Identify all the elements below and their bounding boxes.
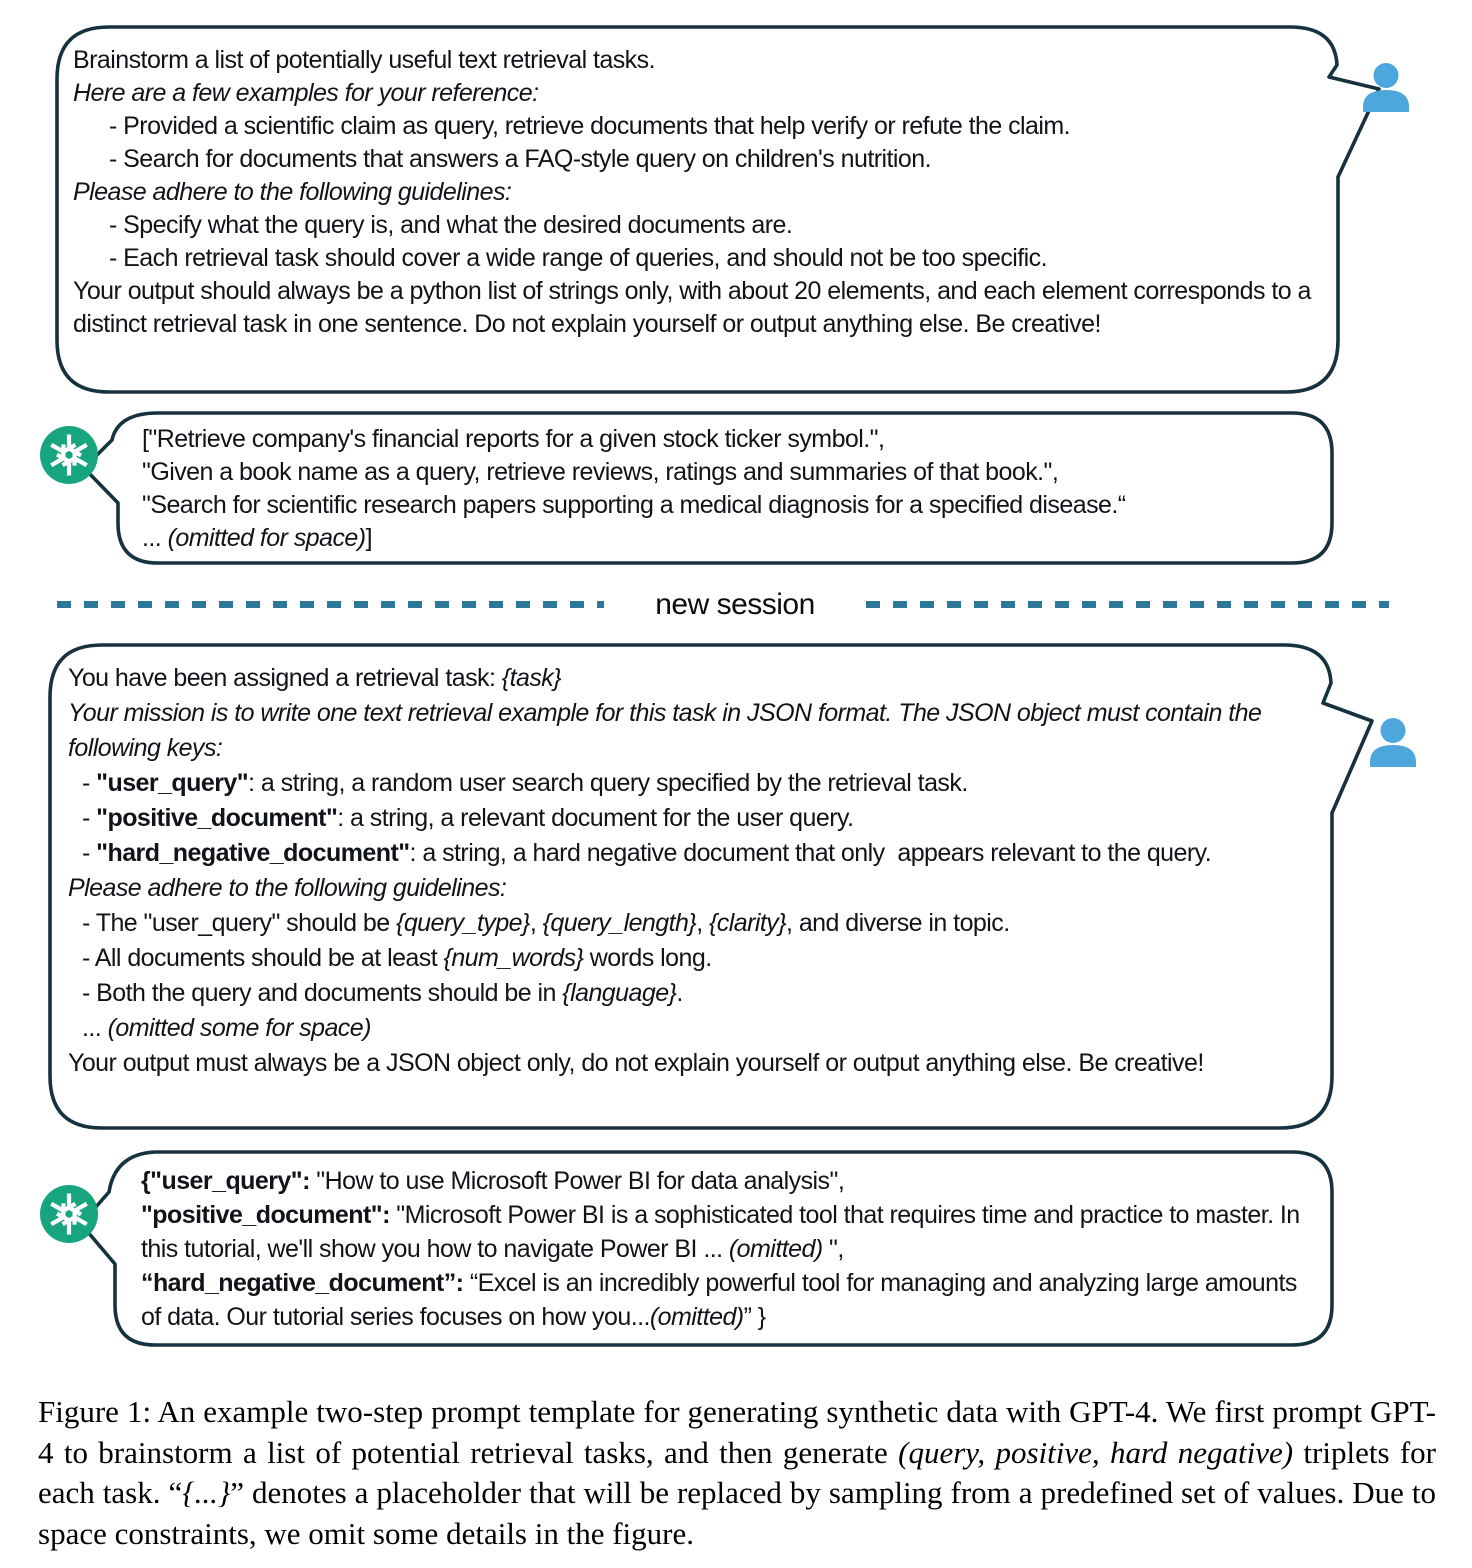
text-line: - Each retrieval task should cover a wide range of queries, and should not be too specific. <box>109 244 1048 272</box>
text-line: ... (omitted some for space) <box>82 1014 371 1042</box>
text-line: Your output must always be a JSON object only, do not explain yourself or output anything else. Be creative! <box>68 1049 1204 1077</box>
text-line: "positive_document": "Microsoft Power BI is a sophisticated tool that requires time and practice to master. In this tutorial, we'll show you how to navigate Power BI ... (omitted) ", <box>141 1201 1307 1263</box>
chatgpt-logo-icon <box>40 426 98 484</box>
text-line: "Search for scientific research papers supporting a medical diagnosis for a specified disease.“ <box>142 491 1126 519</box>
text-line: You have been assigned a retrieval task: {task} <box>68 664 562 692</box>
session-divider-dash-left <box>57 601 604 608</box>
text-line: - Specify what the query is, and what the desired documents are. <box>109 211 793 239</box>
chatgpt-logo-icon <box>40 1185 98 1243</box>
assistant-message-bubble-json <box>115 1152 1332 1345</box>
text-line: - "hard_negative_document": a string, a hard negative document that only appears relevant to the query. <box>82 839 1212 867</box>
text-line: - All documents should be at least {num_words} words long. <box>82 944 712 972</box>
text-line: Your mission is to write one text retrieval example for this task in JSON format. The JSON object must contain the following keys: <box>68 699 1268 762</box>
user-person-icon <box>1363 63 1409 112</box>
message-text <box>118 413 1332 563</box>
text-line: - Search for documents that answers a FAQ-style query on children's nutrition. <box>109 145 931 173</box>
text-line: - Provided a scientific claim as query, retrieve documents that help verify or refute the claim. <box>109 112 1071 140</box>
text-line: "Given a book name as a query, retrieve reviews, ratings and summaries of that book.", <box>142 458 1059 486</box>
text-line: {"user_query": "How to use Microsoft Power BI for data analysis", <box>141 1167 845 1195</box>
text-line: ["Retrieve company's financial reports for a given stock ticker symbol.", <box>142 425 885 453</box>
message-text <box>50 645 1332 1128</box>
text-line: Here are a few examples for your reference: <box>73 79 539 107</box>
user-message-bubble-triplet <box>50 645 1332 1128</box>
message-text <box>115 1152 1332 1345</box>
session-divider-dash-right <box>866 601 1389 608</box>
text-line: Please adhere to the following guidelines: <box>68 874 507 902</box>
text-line: Figure 1: An example two-step prompt template for generating synthetic data with GPT-4. We first prompt GPT-4 to brainstorm a list of potential retrieval tasks, and then generate (query, positive, hard negative) triplets for each task. “{...}” denotes a placeholder that will be replaced by sampling from a predefined set of values. Due to space constraints, we omit some details in the figure. <box>38 1394 1436 1551</box>
text-line: Brainstorm a list of potentially useful text retrieval tasks. <box>73 46 655 74</box>
text-line: - "positive_document": a string, a relevant document for the user query. <box>82 804 854 832</box>
user-message-bubble-brainstorm <box>57 27 1338 392</box>
text-line: Your output should always be a python list of strings only, with about 20 elements, and each element corresponds to a distinct retrieval task in one sentence. Do not explain yourself or output anything else. Be creative! <box>73 277 1318 338</box>
text-line: - "user_query": a string, a random user search query specified by the retrieval task. <box>82 769 968 797</box>
user-person-icon <box>1370 718 1416 767</box>
text-line: ... (omitted for space)] <box>142 524 372 552</box>
assistant-message-bubble-tasks <box>118 413 1332 563</box>
text-line: Please adhere to the following guidelines: <box>73 178 512 206</box>
text-line: - Both the query and documents should be in {language}. <box>82 979 683 1007</box>
message-text <box>57 27 1338 392</box>
text-line: “hard_negative_document”: “Excel is an incredibly powerful tool for managing and analyzing large amounts of data. Our tutorial series focuses on how you...(omitted)” } <box>141 1269 1304 1331</box>
text-line: - The "user_query" should be {query_type}, {query_length}, {clarity}, and diverse in topic. <box>82 909 1010 937</box>
session-divider-label: new session <box>655 588 815 621</box>
figure-caption <box>38 1392 1436 1554</box>
